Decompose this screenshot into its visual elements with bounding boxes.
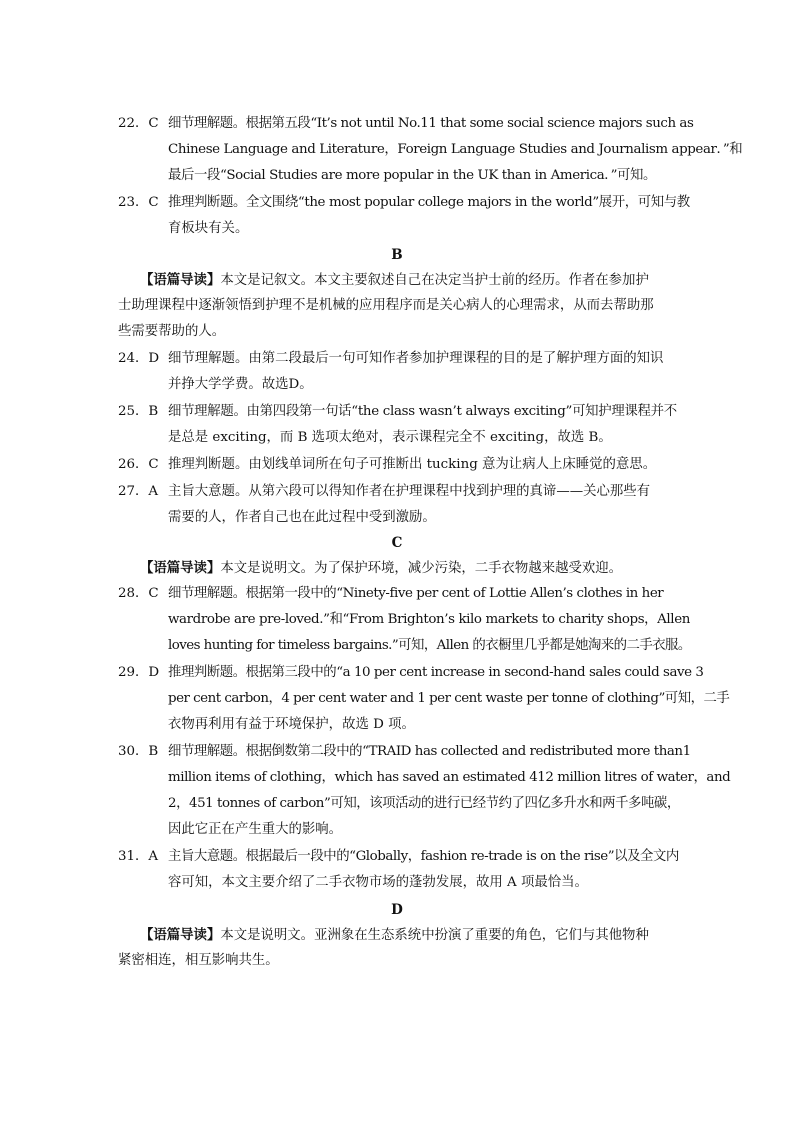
guide-text: 士助理课程中逐渐领悟到护理不是机械的应用程序而是关心病人的心理需求，从而去帮助那 xyxy=(118,298,654,313)
answer-explanation: 需要的人，作者自己也在此过程中受到激励。 xyxy=(168,510,436,525)
section-heading-d: D xyxy=(391,902,403,918)
answer-explanation: 推理判断题。根据第三段中的“a 10 per cent increase in second-hand sales could save 3 xyxy=(168,665,704,680)
answer-explanation: 细节理解题。根据第五段“It’s not until No.11 that some social science majors such as xyxy=(168,116,694,131)
answer-number: 29．D xyxy=(118,665,160,680)
guide-label: 【语篇导读】 xyxy=(140,927,221,943)
guide-text: 紧密相连，相互影响共生。 xyxy=(118,953,279,968)
answer-explanation: 细节理解题。根据第一段中的“Ninety-five per cent of Lottie Allen’s clothes in her xyxy=(168,586,664,601)
answer-explanation: wardrobe are pre-loved.”和“From Brighton’s kilo markets to charity shops，Allen xyxy=(168,612,690,627)
answer-explanation: 最后一段“Social Studies are more popular in the UK than in America．”可知。 xyxy=(168,168,656,183)
answer-explanation: 细节理解题。根据倒数第二段中的“TRAID has collected and redistributed more than1 xyxy=(168,744,691,759)
section-heading-b: B xyxy=(391,247,403,263)
answer-explanation: 2，451 tonnes of carbon”可知，该项活动的进行已经节约了四亿多升水和两千多吨碳， xyxy=(168,796,680,811)
guide-text: 些需要帮助的人。 xyxy=(118,324,226,339)
answer-explanation: 容可知，本文主要介绍了二手衣物市场的蓬勃发展，故用 A 项最恰当。 xyxy=(168,875,588,890)
answer-explanation: million items of clothing，which has saved an estimated 412 million litres of water，and xyxy=(168,770,731,785)
answer-number: 31．A xyxy=(118,849,159,864)
answer-number: 23．C xyxy=(118,195,159,210)
answer-explanation: 主旨大意题。从第六段可以得知作者在护理课程中找到护理的真谛——关心那些有 xyxy=(168,484,651,499)
guide-text: 本文是说明文。为了保护环境，减少污染，二手衣物越来越受欢迎。 xyxy=(220,561,623,576)
answer-explanation: 主旨大意题。根据最后一段中的“Globally，fashion re-trade is on the rise”以及全文内 xyxy=(168,849,679,864)
section-heading-c: C xyxy=(391,535,403,551)
answer-number: 26．C xyxy=(118,457,159,472)
answer-explanation: 细节理解题。由第四段第一句话“the class wasn’t always exciting”可知护理课程并不 xyxy=(168,404,677,419)
guide-text: 本文是说明文。亚洲象在生态系统中扮演了重要的角色，它们与其他物种 xyxy=(220,928,649,943)
answer-explanation: Chinese Language and Literature，Foreign Language Studies and Journalism appear．”和 xyxy=(168,142,743,157)
answer-explanation: loves hunting for timeless bargains.”可知，Allen 的衣橱里几乎都是她淘来的二手衣服。 xyxy=(168,638,691,653)
answer-explanation: 因此它正在产生重大的影响。 xyxy=(168,822,343,837)
answer-number: 22．C xyxy=(118,116,159,131)
answer-number: 27．A xyxy=(118,484,159,499)
answer-explanation: 育板块有关。 xyxy=(168,221,249,236)
passage-guide xyxy=(140,926,649,945)
answer-explanation: 并挣大学学费。故选D。 xyxy=(168,377,313,392)
answer-number: 25．B xyxy=(118,404,159,419)
passage-guide xyxy=(140,271,649,290)
answer-explanation: per cent carbon，4 per cent water and 1 per cent waste per tonne of clothing”可知，二手 xyxy=(168,691,730,706)
answer-explanation: 衣物再利用有益于环境保护，故选 D 项。 xyxy=(168,717,415,732)
answer-number: 30．B xyxy=(118,744,159,759)
guide-text: 本文是记叙文。本文主要叙述自己在决定当护士前的经历。作者在参加护 xyxy=(220,273,649,288)
answer-explanation: 推理判断题。全文围绕“the most popular college majors in the world”展开，可知与教 xyxy=(168,195,690,210)
answer-explanation: 细节理解题。由第二段最后一句可知作者参加护理课程的目的是了解护理方面的知识 xyxy=(168,351,664,366)
answer-explanation: 推理判断题。由划线单词所在句子可推断出 tucking 意为让病人上床睡觉的意思。 xyxy=(168,457,657,472)
passage-guide xyxy=(140,559,622,578)
answer-number: 24．D xyxy=(118,351,160,366)
answer-number: 28．C xyxy=(118,586,159,601)
answer-explanation: 是总是 exciting，而 B 选项太绝对，表示课程完全不 exciting，故选 B。 xyxy=(168,430,612,445)
guide-label: 【语篇导读】 xyxy=(140,272,221,288)
guide-label: 【语篇导读】 xyxy=(140,560,221,576)
